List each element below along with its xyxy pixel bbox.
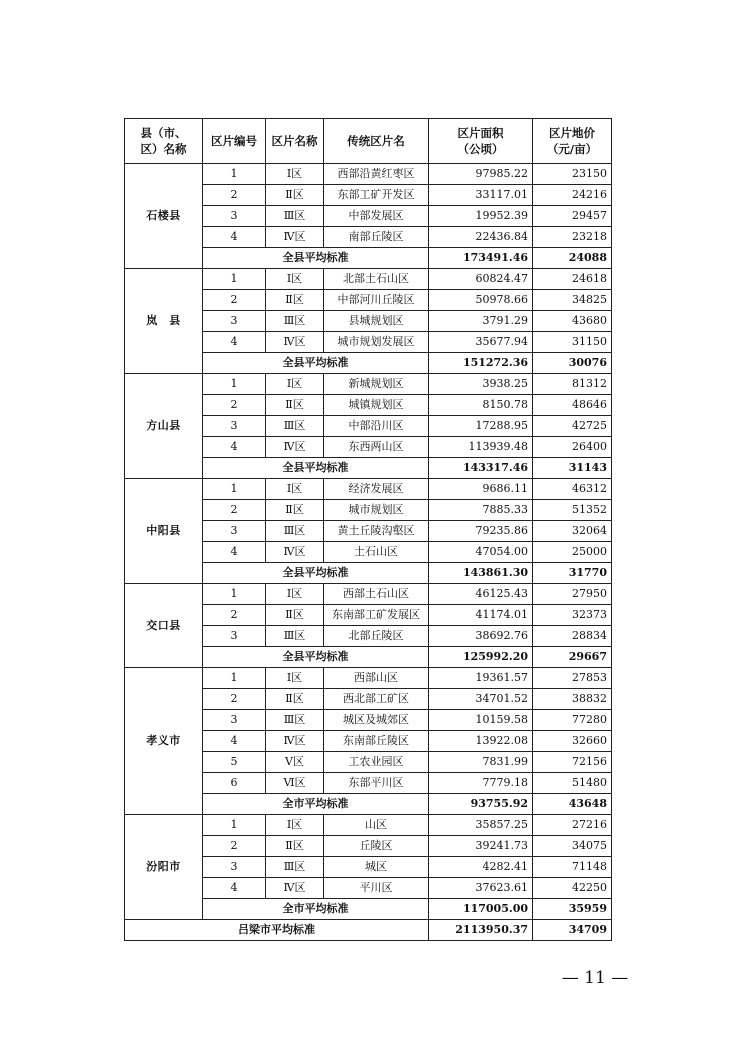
- zone-name: Ⅲ区: [266, 710, 324, 731]
- zone-area: 19361.57: [429, 668, 533, 689]
- zone-price: 25000: [533, 542, 612, 563]
- zone-area: 46125.43: [429, 584, 533, 605]
- traditional-zone-name: 南部丘陵区: [324, 227, 429, 248]
- zone-number: 2: [203, 836, 266, 857]
- zone-name: Ⅳ区: [266, 437, 324, 458]
- zone-number: 6: [203, 773, 266, 794]
- average-label: 全县平均标准: [203, 647, 429, 668]
- zone-price: 23218: [533, 227, 612, 248]
- average-price: 29667: [533, 647, 612, 668]
- traditional-zone-name: 中部河川丘陵区: [324, 290, 429, 311]
- zone-area: 3938.25: [429, 374, 533, 395]
- average-area: 143317.46: [429, 458, 533, 479]
- zone-price: 34075: [533, 836, 612, 857]
- zone-area: 35857.25: [429, 815, 533, 836]
- traditional-zone-name: 丘陵区: [324, 836, 429, 857]
- zone-area: 7779.18: [429, 773, 533, 794]
- header-area: [429, 119, 533, 164]
- zone-name: Ⅱ区: [266, 395, 324, 416]
- total-row: [125, 920, 612, 941]
- table-header-row: [125, 119, 612, 164]
- header-price-line1: 区片地价: [549, 126, 595, 140]
- zone-area: 4282.41: [429, 857, 533, 878]
- table-row: [125, 479, 612, 500]
- zone-number: 4: [203, 227, 266, 248]
- zone-number: 2: [203, 500, 266, 521]
- zone-name: Ⅱ区: [266, 605, 324, 626]
- zone-name: Ⅳ区: [266, 878, 324, 899]
- table-row: [125, 374, 612, 395]
- zone-name: Ⅱ区: [266, 500, 324, 521]
- zone-number: 1: [203, 479, 266, 500]
- average-price: 24088: [533, 248, 612, 269]
- zone-price: 32064: [533, 521, 612, 542]
- zone-number: 3: [203, 416, 266, 437]
- header-zone-name: 区片名称: [266, 119, 324, 164]
- county-name: 方山县: [125, 374, 203, 479]
- zone-name: Ⅲ区: [266, 626, 324, 647]
- county-name: 石楼县: [125, 164, 203, 269]
- zone-name: Ⅰ区: [266, 479, 324, 500]
- zone-price: 23150: [533, 164, 612, 185]
- traditional-zone-name: 城市规划发展区: [324, 332, 429, 353]
- zone-price: 38832: [533, 689, 612, 710]
- zone-number: 4: [203, 437, 266, 458]
- zone-price: 51480: [533, 773, 612, 794]
- zone-name: Ⅳ区: [266, 731, 324, 752]
- average-area: 173491.46: [429, 248, 533, 269]
- table-row: [125, 584, 612, 605]
- zone-number: 5: [203, 752, 266, 773]
- zone-number: 4: [203, 332, 266, 353]
- zone-name: Ⅳ区: [266, 542, 324, 563]
- average-label: 全市平均标准: [203, 899, 429, 920]
- header-price: [533, 119, 612, 164]
- zone-price: 77280: [533, 710, 612, 731]
- zone-name: Ⅱ区: [266, 689, 324, 710]
- traditional-zone-name: 中部发展区: [324, 206, 429, 227]
- zone-number: 2: [203, 185, 266, 206]
- average-area: 151272.36: [429, 353, 533, 374]
- zone-area: 47054.00: [429, 542, 533, 563]
- zone-name: Ⅰ区: [266, 374, 324, 395]
- traditional-zone-name: 西部山区: [324, 668, 429, 689]
- traditional-zone-name: 东西两山区: [324, 437, 429, 458]
- zone-name: Ⅲ区: [266, 416, 324, 437]
- zone-area: 39241.73: [429, 836, 533, 857]
- zone-number: 3: [203, 206, 266, 227]
- zone-number: 3: [203, 521, 266, 542]
- traditional-zone-name: 城区: [324, 857, 429, 878]
- zone-name: Ⅴ区: [266, 752, 324, 773]
- zone-price: 29457: [533, 206, 612, 227]
- zone-price: 71148: [533, 857, 612, 878]
- zone-area: 97985.22: [429, 164, 533, 185]
- zone-number: 4: [203, 878, 266, 899]
- zone-number: 4: [203, 731, 266, 752]
- zone-name: Ⅱ区: [266, 290, 324, 311]
- header-traditional-name: 传统区片名: [324, 119, 429, 164]
- zone-number: 2: [203, 290, 266, 311]
- traditional-zone-name: 县城规划区: [324, 311, 429, 332]
- zone-name: Ⅱ区: [266, 836, 324, 857]
- zone-name: Ⅰ区: [266, 815, 324, 836]
- zone-area: 13922.08: [429, 731, 533, 752]
- zone-number: 2: [203, 395, 266, 416]
- traditional-zone-name: 土石山区: [324, 542, 429, 563]
- zone-price: 27216: [533, 815, 612, 836]
- total-price: 34709: [533, 920, 612, 941]
- average-price: 30076: [533, 353, 612, 374]
- zone-number: 3: [203, 710, 266, 731]
- zone-area: 8150.78: [429, 395, 533, 416]
- page-number: — 11 —: [561, 968, 629, 988]
- average-label: 全县平均标准: [203, 353, 429, 374]
- county-name: 中阳县: [125, 479, 203, 584]
- zone-area: 38692.76: [429, 626, 533, 647]
- traditional-zone-name: 东南部工矿发展区: [324, 605, 429, 626]
- zone-price: 81312: [533, 374, 612, 395]
- traditional-zone-name: 平川区: [324, 878, 429, 899]
- zone-area: 19952.39: [429, 206, 533, 227]
- zone-area: 113939.48: [429, 437, 533, 458]
- average-price: 43648: [533, 794, 612, 815]
- zone-area: 34701.52: [429, 689, 533, 710]
- traditional-zone-name: 西部沿黄红枣区: [324, 164, 429, 185]
- zone-number: 3: [203, 626, 266, 647]
- zone-price: 34825: [533, 290, 612, 311]
- header-county: [125, 119, 203, 164]
- zone-price: 27950: [533, 584, 612, 605]
- traditional-zone-name: 山区: [324, 815, 429, 836]
- traditional-zone-name: 东部工矿开发区: [324, 185, 429, 206]
- average-price: 31770: [533, 563, 612, 584]
- county-name: 岚 县: [125, 269, 203, 374]
- zone-area: 22436.84: [429, 227, 533, 248]
- traditional-zone-name: 东部平川区: [324, 773, 429, 794]
- zone-price: 42250: [533, 878, 612, 899]
- zone-number: 2: [203, 689, 266, 710]
- zone-number: 1: [203, 668, 266, 689]
- county-name: 汾阳市: [125, 815, 203, 920]
- average-label: 全县平均标准: [203, 458, 429, 479]
- traditional-zone-name: 城镇规划区: [324, 395, 429, 416]
- zone-area: 10159.58: [429, 710, 533, 731]
- zone-area: 60824.47: [429, 269, 533, 290]
- average-price: 35959: [533, 899, 612, 920]
- average-label: 全县平均标准: [203, 248, 429, 269]
- zone-price: 31150: [533, 332, 612, 353]
- traditional-zone-name: 北部土石山区: [324, 269, 429, 290]
- zone-area: 33117.01: [429, 185, 533, 206]
- zone-price: 72156: [533, 752, 612, 773]
- zone-name: Ⅳ区: [266, 227, 324, 248]
- header-county-line1: 县（市、: [140, 126, 187, 140]
- zone-name: Ⅰ区: [266, 668, 324, 689]
- zone-price: 24618: [533, 269, 612, 290]
- average-label: 全市平均标准: [203, 794, 429, 815]
- traditional-zone-name: 新城规划区: [324, 374, 429, 395]
- zone-number: 2: [203, 605, 266, 626]
- zone-number: 1: [203, 374, 266, 395]
- zone-name: Ⅰ区: [266, 584, 324, 605]
- zone-area: 37623.61: [429, 878, 533, 899]
- header-zone-no: 区片编号: [203, 119, 266, 164]
- zone-price: 26400: [533, 437, 612, 458]
- header-price-line2: （元/亩）: [546, 142, 598, 156]
- traditional-zone-name: 城区及城郊区: [324, 710, 429, 731]
- traditional-zone-name: 东南部丘陵区: [324, 731, 429, 752]
- zone-number: 4: [203, 542, 266, 563]
- zone-price: 24216: [533, 185, 612, 206]
- zone-area: 9686.11: [429, 479, 533, 500]
- zone-area: 7831.99: [429, 752, 533, 773]
- zone-number: 1: [203, 584, 266, 605]
- header-county-line2: 区）名称: [140, 142, 187, 156]
- zone-area: 50978.66: [429, 290, 533, 311]
- zone-area: 79235.86: [429, 521, 533, 542]
- traditional-zone-name: 西北部工矿区: [324, 689, 429, 710]
- zone-number: 3: [203, 857, 266, 878]
- traditional-zone-name: 城市规划区: [324, 500, 429, 521]
- zone-price: 42725: [533, 416, 612, 437]
- header-area-line1: 区片面积: [457, 126, 504, 140]
- zone-area: 7885.33: [429, 500, 533, 521]
- zone-area: 35677.94: [429, 332, 533, 353]
- traditional-zone-name: 经济发展区: [324, 479, 429, 500]
- zone-area: 17288.95: [429, 416, 533, 437]
- table-row: [125, 269, 612, 290]
- zone-number: 1: [203, 815, 266, 836]
- zone-area: 41174.01: [429, 605, 533, 626]
- traditional-zone-name: 工农业园区: [324, 752, 429, 773]
- zone-number: 1: [203, 164, 266, 185]
- total-area: 2113950.37: [429, 920, 533, 941]
- zone-name: Ⅳ区: [266, 332, 324, 353]
- table-row: [125, 164, 612, 185]
- county-name: 交口县: [125, 584, 203, 668]
- average-price: 31143: [533, 458, 612, 479]
- zone-number: 1: [203, 269, 266, 290]
- zone-name: Ⅰ区: [266, 164, 324, 185]
- zone-name: Ⅲ区: [266, 206, 324, 227]
- zone-name: Ⅲ区: [266, 521, 324, 542]
- zone-price: 51352: [533, 500, 612, 521]
- zone-area: 3791.29: [429, 311, 533, 332]
- zone-price: 32660: [533, 731, 612, 752]
- traditional-zone-name: 西部土石山区: [324, 584, 429, 605]
- traditional-zone-name: 中部沿川区: [324, 416, 429, 437]
- zone-name: Ⅲ区: [266, 311, 324, 332]
- average-label: 全县平均标准: [203, 563, 429, 584]
- total-label: 吕梁市平均标准: [125, 920, 429, 941]
- zone-number: 3: [203, 311, 266, 332]
- zone-name: Ⅱ区: [266, 185, 324, 206]
- zone-price: 32373: [533, 605, 612, 626]
- traditional-zone-name: 北部丘陵区: [324, 626, 429, 647]
- table-row: [125, 815, 612, 836]
- table-body: [125, 164, 612, 941]
- average-area: 93755.92: [429, 794, 533, 815]
- zone-name: Ⅲ区: [266, 857, 324, 878]
- zone-name: Ⅵ区: [266, 773, 324, 794]
- county-name: 孝义市: [125, 668, 203, 815]
- zone-name: Ⅰ区: [266, 269, 324, 290]
- table-row: [125, 668, 612, 689]
- zone-price: 27853: [533, 668, 612, 689]
- zone-price: 46312: [533, 479, 612, 500]
- average-area: 125992.20: [429, 647, 533, 668]
- zone-price: 48646: [533, 395, 612, 416]
- average-area: 117005.00: [429, 899, 533, 920]
- land-price-table: [124, 118, 612, 941]
- zone-price: 28834: [533, 626, 612, 647]
- zone-price: 43680: [533, 311, 612, 332]
- header-area-line2: （公顷）: [457, 142, 504, 156]
- traditional-zone-name: 黄土丘陵沟壑区: [324, 521, 429, 542]
- average-area: 143861.30: [429, 563, 533, 584]
